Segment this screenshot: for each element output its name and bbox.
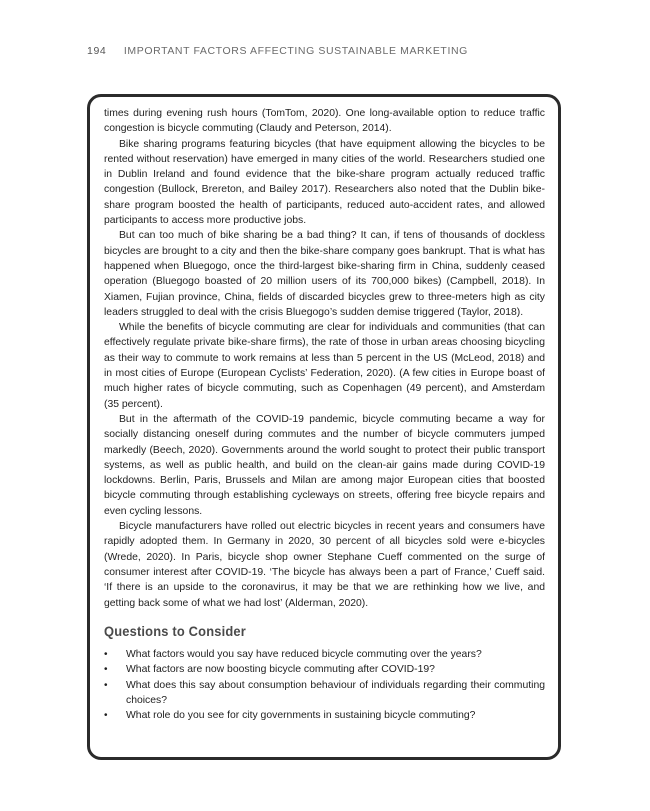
question-item (104, 678, 545, 709)
bullet-icon: • (104, 710, 108, 722)
question-text: What role do you see for city governments in sustaining bicycle commuting? (126, 710, 476, 722)
question-text: What factors would you say have reduced bicycle commuting over the years? (126, 649, 482, 661)
case-paragraph: Bicycle manufacturers have rolled out electric bicycles in recent years and consumers have rapidly adopted them. In Germany in 2020, 30 percent of all bicycles sold were e-bicycles (Wrede, 2020). In Paris, bicycle shop owner Stephane Cueff commented on the surge of consumer interest after COVID-19. ‘The bicycle has always been a part of France,’ Cueff said. ‘If there is an upside to the coronavirus, it may be that we are rethinking how we live, and getting back some of what we had lost’ (Alderman, 2020). (104, 521, 545, 609)
case-paragraph: Bike sharing programs featuring bicycles (that have equipment allowing the bicycles to be rented without reservation) have emerged in many cities of the world. Researchers studied one in Dublin Ireland and found evidence that the bike-share program actually reduced traffic congestion (Bullock, Brereton, and Bailey 2017). Researchers also noted that the Dublin bike-share program boosted the health of participants, reduced auto-accident rates, and allowed participants to access more productive jobs. (104, 138, 545, 227)
questions-heading: Questions to Consider (104, 622, 246, 639)
case-paragraph: While the benefits of bicycle commuting are clear for individuals and communities (that can effectively regulate private bike-share firms), the rate of those in urban areas choosing bicycling as their way to commute to work remains at less than 5 percent in the US (McLeod, 2018) and in most cities of Europe (European Cyclists’ Federation, 2020). (A few cities in Europe boast of much higher rates of bicycle commuting, such as Copenhagen (49 percent), and Amsterdam (35 percent). (104, 322, 545, 410)
question-item (104, 647, 545, 662)
running-title: IMPORTANT FACTORS AFFECTING SUSTAINABLE MARKETING (123, 45, 468, 57)
questions-list (104, 647, 545, 723)
question-text: What does this say about consumption behaviour of individuals regarding their commuting choices? (126, 679, 545, 706)
bullet-icon: • (104, 664, 108, 676)
running-head (87, 45, 468, 61)
question-text: What factors are now boosting bicycle commuting after COVID-19? (126, 664, 435, 676)
case-paragraph: times during evening rush hours (TomTom, 2020). One long-available option to reduce traffic congestion is bicycle commuting (Claudy and Peterson, 2014). (104, 108, 545, 135)
bullet-icon: • (104, 649, 108, 661)
question-item (104, 662, 545, 677)
page-number: 194 (87, 45, 107, 57)
question-item (104, 708, 545, 723)
case-study-body (104, 106, 545, 724)
bullet-icon: • (104, 679, 108, 691)
case-paragraph: But in the aftermath of the COVID-19 pandemic, bicycle commuting became a way for socially distancing oneself during commutes and the number of bicycle commuters jumped markedly (Beech, 2020). Governments around the world sought to protect their public transport systems, as well as public health, and build on the clean-air gains made during COVID-19 lockdowns. Berlin, Paris, Brussels and Milan are among major European cities that boosted bicycle commuting through establishing cycleways on streets, offering free bicycle repairs and even cycling lessons. (104, 413, 545, 517)
case-paragraph: But can too much of bike sharing be a bad thing? It can, if tens of thousands of dockless bicycles are brought to a city and then the bike-share company goes bankrupt. That is what has happened when Bluegogo, once the third-largest bike-sharing firm in China, suddenly ceased operation (Bluegogo boasted of 20 million users of its 700,000 bikes) (Campbell, 2018). In Xiamen, Fujian province, China, fields of discarded bicycles grew to three-meters high as city leaders struggled to deal with the crisis Bluegogo’s sudden demise triggered (Taylor, 2018). (104, 230, 545, 318)
